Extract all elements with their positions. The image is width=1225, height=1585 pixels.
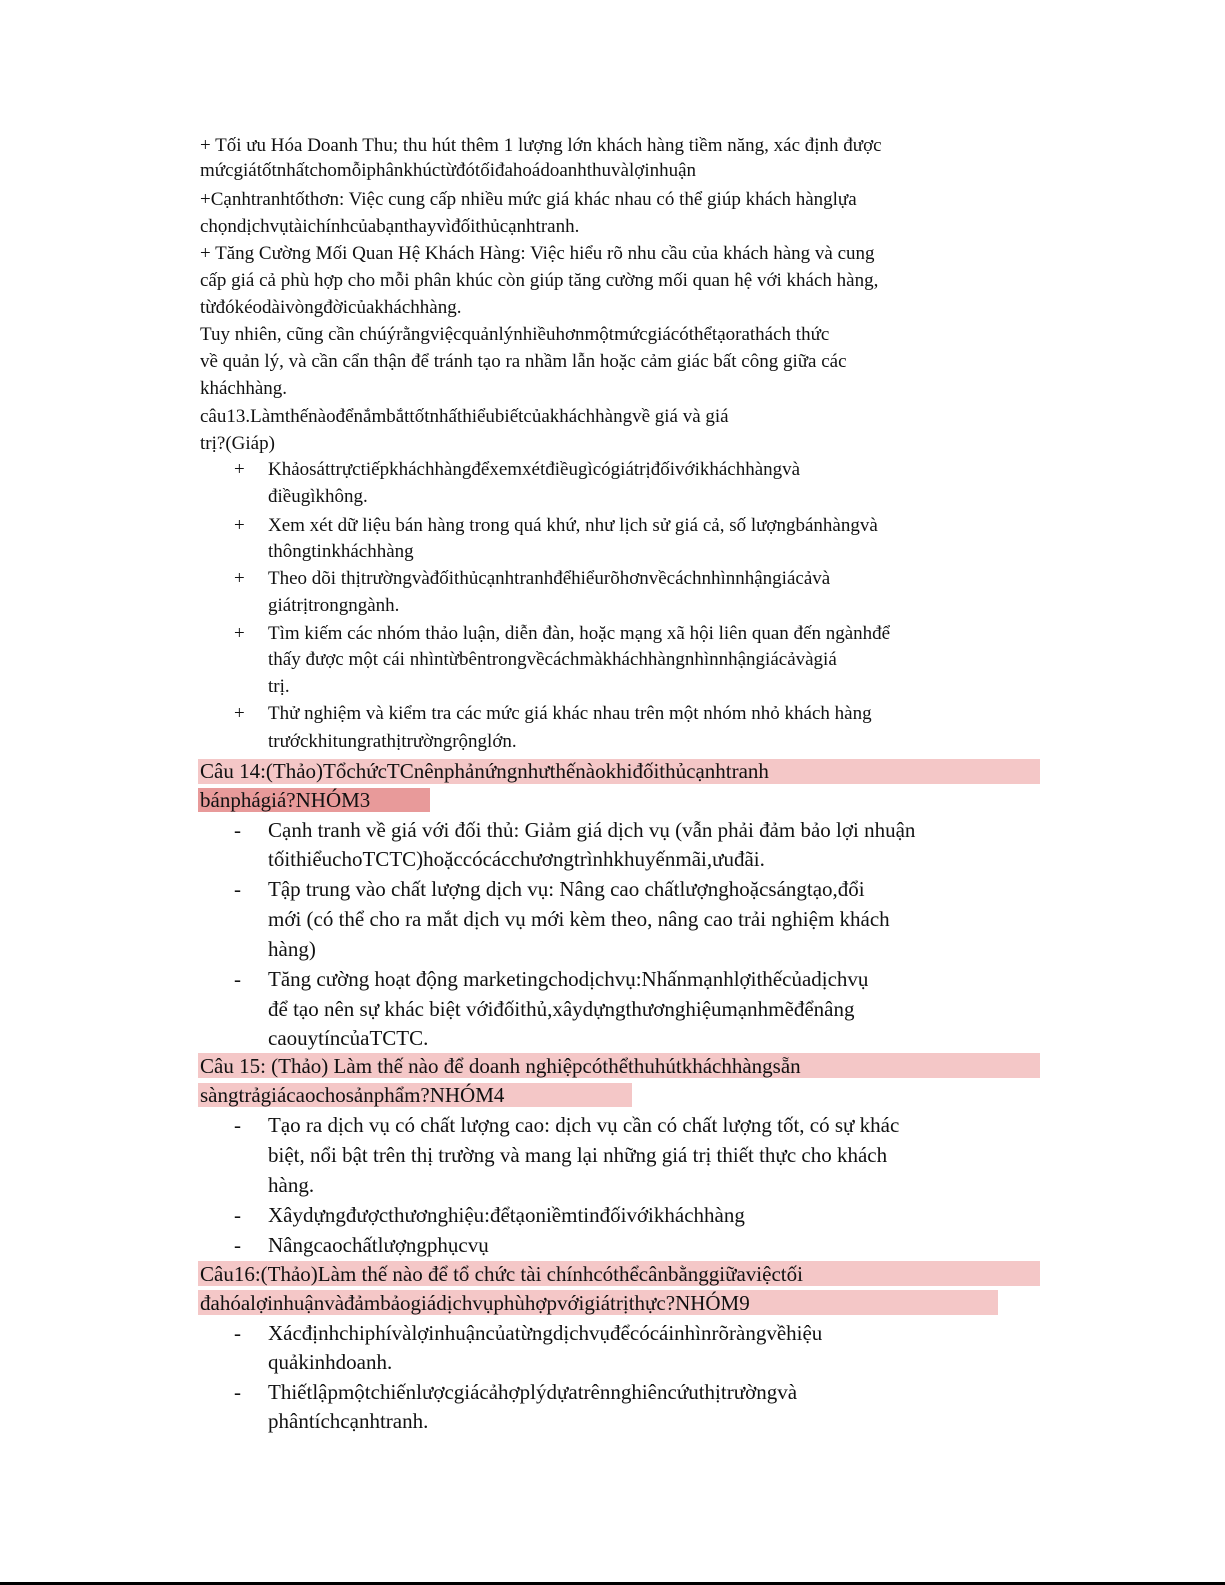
q13-heading: trị?(Giáp): [200, 433, 275, 454]
q15-heading: Câu 15: (Thảo) Làm thế nào để doanh nghiệpcóthểthuhútkháchhàngsẵn: [200, 1054, 801, 1078]
bullet-dash-icon: -: [234, 967, 241, 991]
q14-item: tốithiểuchoTCTC)hoặccócácchươngtrìnhkhuyếnmãi,ưuđãi.: [268, 847, 765, 871]
bullet-plus-icon: +: [234, 623, 245, 644]
bullet-dash-icon: -: [234, 1380, 241, 1404]
q16-item: phântíchcạnhtranh.: [268, 1409, 429, 1433]
q14-item: hàng): [268, 937, 316, 961]
q13-item: Theo dõi thịtrườngvàđốithủcạnhtranhđểhiểurõhơnvềcáchnhìnnhậngiácảvà: [268, 568, 831, 589]
q14-item: để tạo nên sự khác biệt vớiđốithủ,xâydựngthươnghiệumạnhmẽđểnâng: [268, 997, 855, 1021]
q14-item: Tăng cường hoạt động marketingchodịchvụ:Nhấnmạnhlợithếcủadịchvụ: [268, 967, 869, 991]
q13-item: điềugìkhông.: [268, 486, 368, 507]
intro-line: + Tối ưu Hóa Doanh Thu; thu hút thêm 1 lượng lớn khách hàng tiềm năng, xác định được: [200, 135, 882, 156]
q13-heading: câu13.Làmthếnàođểnắmbắttốtnhấthiểubiếtcủakháchhàngvề giá và giá: [200, 406, 729, 427]
bullet-dash-icon: -: [234, 877, 241, 901]
bullet-dash-icon: -: [234, 818, 241, 842]
q14-heading: bánphágiá?NHÓM3: [200, 788, 371, 812]
intro-line: chọndịchvụtàichínhcủabạnthayvìđốithủcạnhtranh.: [200, 216, 580, 237]
bullet-dash-icon: -: [234, 1113, 241, 1137]
q15-heading: sàngtrảgiácaochosảnphẩm?NHÓM4: [200, 1083, 505, 1107]
bullet-plus-icon: +: [234, 459, 245, 480]
intro-line: cấp giá cả phù hợp cho mỗi phân khúc còn giúp tăng cường mối quan hệ với khách hàng,: [200, 270, 879, 291]
intro-line: về quản lý, và cần cẩn thận để tránh tạo ra nhầm lẫn hoặc cảm giác bất công giữa các: [200, 351, 847, 372]
bullet-dash-icon: -: [234, 1321, 241, 1345]
q15-item: hàng.: [268, 1173, 315, 1197]
q13-item: trướckhitungrathịtrườngrộnglớn.: [268, 731, 517, 752]
bullet-plus-icon: +: [234, 568, 245, 589]
bullet-plus-icon: +: [234, 703, 245, 724]
q13-item: thấy được một cái nhìntừbêntrongvềcáchmàkháchhàngnhìnnhậngiácảvàgiá: [268, 649, 837, 670]
intro-line: +Cạnhtranhtốthơn: Việc cung cấp nhiều mức giá khác nhau có thể giúp khách hànglựa: [200, 189, 857, 210]
intro-line: + Tăng Cường Mối Quan Hệ Khách Hàng: Việc hiểu rõ nhu cầu của khách hàng và cung: [200, 243, 875, 264]
q14-item: caouytíncủaTCTC.: [268, 1026, 429, 1050]
q15-item: Tạo ra dịch vụ có chất lượng cao: dịch vụ cần có chất lượng tốt, có sự khác: [268, 1113, 900, 1137]
intro-line: kháchhàng.: [200, 378, 288, 399]
q16-item: Xácđịnhchiphívàlợinhuậncủatừngdịchvụđểcócáinhìnrõràngvềhiệu: [268, 1321, 823, 1345]
q14-item: Cạnh tranh về giá với đối thủ: Giảm giá dịch vụ (vẫn phải đảm bảo lợi nhuận: [268, 818, 916, 842]
q13-item: Tìm kiếm các nhóm thảo luận, diễn đàn, hoặc mạng xã hội liên quan đến ngànhđể: [268, 623, 891, 644]
intro-line: mứcgiátốtnhấtchomỗiphânkhúctừđótốiđahoádoanhthuvàlợinhuận: [200, 160, 697, 181]
bullet-plus-icon: +: [234, 515, 245, 536]
q15-item: Nângcaochấtlượngphụcvụ: [268, 1233, 489, 1257]
intro-line: từđókéodàivòngđờicủakháchhàng.: [200, 297, 462, 318]
bullet-dash-icon: -: [234, 1233, 241, 1257]
q15-item: Xâydựngđượcthươnghiệu:đểtạoniềmtinđốivớikháchhàng: [268, 1203, 745, 1227]
q15-item: biệt, nổi bật trên thị trường và mang lại những giá trị thiết thực cho khách: [268, 1143, 888, 1167]
q13-item: Xem xét dữ liệu bán hàng trong quá khứ, như lịch sử giá cả, số lượngbánhàngvà: [268, 515, 878, 536]
q16-heading: Câu16:(Thảo)Làm thế nào để tổ chức tài chínhcóthểcânbằnggiữaviệctối: [200, 1262, 803, 1286]
q13-item: Thử nghiệm và kiểm tra các mức giá khác nhau trên một nhóm nhỏ khách hàng: [268, 703, 872, 724]
q13-item: trị.: [268, 676, 290, 697]
q14-item: Tập trung vào chất lượng dịch vụ: Nâng cao chấtlượnghoặcsángtạo,đổi: [268, 877, 865, 901]
q16-item: Thiếtlậpmộtchiếnlượcgiácảhợplýdựatrênnghiêncứuthịtrườngvà: [268, 1380, 798, 1404]
bullet-dash-icon: -: [234, 1203, 241, 1227]
q14-item: mới (có thể cho ra mắt dịch vụ mới kèm theo, nâng cao trải nghiệm khách: [268, 907, 890, 931]
q16-heading: đahóalợinhuậnvàđảmbảogiádịchvụphùhợpvớigiátrịthực?NHÓM9: [200, 1291, 750, 1315]
q13-item: Khảosáttrựctiếpkháchhàngđểxemxétđiềugìcógiátrịđốivớikháchhàngvà: [268, 459, 801, 480]
q13-item: giátrịtrongngành.: [268, 595, 400, 616]
q16-item: quảkinhdoanh.: [268, 1350, 393, 1374]
q13-item: thôngtinkháchhàng: [268, 541, 414, 562]
intro-line: Tuy nhiên, cũng cần chúýrằngviệcquảnlýnhiềuhơnmộtmứcgiácóthểtạorathách thức: [200, 324, 830, 345]
q14-heading: Câu 14:(Thảo)TổchứcTCnênphảnứngnhưthếnàokhiđốithủcạnhtranh: [200, 759, 769, 783]
